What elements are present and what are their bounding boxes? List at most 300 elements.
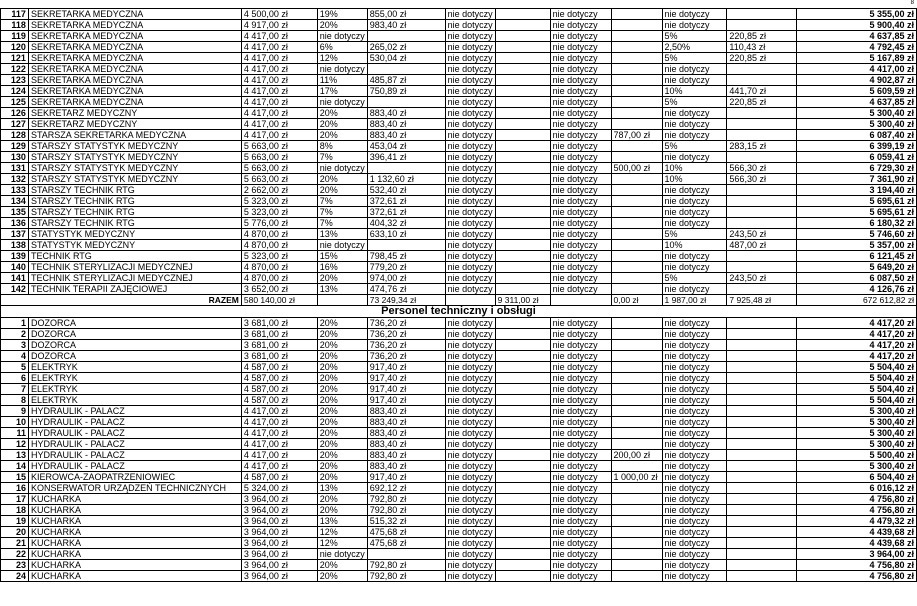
table-cell [611,461,662,472]
table-cell: nie dotyczy [445,86,495,97]
table-cell: nie dotyczy [662,494,727,505]
table-cell: 283,15 zł [727,141,797,152]
position-name: SEKRETARKA MEDYCZNA [28,97,241,108]
table-cell: nie dotyczy [445,483,495,494]
position-name: TECHNIK RTG [28,251,241,262]
table-cell: nie dotyczy [662,362,727,373]
row-total: 4 417,20 zł [797,318,917,329]
table-cell: nie dotyczy [550,185,611,196]
table-cell: nie dotyczy [550,362,611,373]
table-cell: nie dotyczy [662,527,727,538]
table-cell: 13% [317,483,367,494]
row-total: 5 300,40 zł [797,108,917,119]
table-cell [495,185,550,196]
table-cell [495,42,550,53]
table-cell [611,351,662,362]
table-cell [727,251,797,262]
row-total: 4 126,76 zł [797,284,917,295]
table-cell: 7% [317,218,367,229]
table-cell: nie dotyczy [445,538,495,549]
row-total: 5 695,61 zł [797,207,917,218]
table-cell: 4 417,00 zł [241,75,317,86]
table-cell: 917,40 zł [367,395,445,406]
table-cell: nie dotyczy [445,64,495,75]
row-total: 3 964,00 zł [797,549,917,560]
row-number: 134 [1,196,29,207]
table-row [1,229,917,240]
table-cell [367,31,445,42]
row-total: 5 355,00 zł [797,9,917,20]
table-cell [611,42,662,53]
table-row [1,53,917,64]
table-cell: nie dotyczy [550,340,611,351]
table-cell: 5% [662,229,727,240]
table-cell: nie dotyczy [445,406,495,417]
table-row [1,86,917,97]
position-name: DOZORCA [28,318,241,329]
table-row [1,461,917,472]
table-cell [495,406,550,417]
row-number: 125 [1,97,29,108]
table-cell: 917,40 zł [367,373,445,384]
table-cell: 3 652,00 zł [241,284,317,295]
table-cell [495,439,550,450]
row-total: 4 439,68 zł [797,527,917,538]
table-cell [611,86,662,97]
table-cell [495,152,550,163]
table-cell: nie dotyczy [445,42,495,53]
table-cell: 974,00 zł [367,273,445,284]
table-cell: nie dotyczy [445,108,495,119]
row-number: 23 [1,560,29,571]
table-cell: nie dotyczy [662,262,727,273]
table-cell [727,9,797,20]
table-row [1,97,917,108]
row-total: 7 361,90 zł [797,174,917,185]
table-cell: 20% [317,373,367,384]
table-cell: 4 417,00 zł [241,130,317,141]
row-total: 6 121,45 zł [797,251,917,262]
table-cell: 883,40 zł [367,108,445,119]
table-cell [611,20,662,31]
table-row [1,450,917,461]
table-cell: nie dotyczy [550,229,611,240]
position-name: SEKRETARKA MEDYCZNA [28,20,241,31]
table-cell: nie dotyczy [550,218,611,229]
row-number: 22 [1,549,29,560]
table-cell: 20% [317,185,367,196]
table-cell: nie dotyczy [662,483,727,494]
row-total: 5 300,40 zł [797,461,917,472]
table-cell [611,9,662,20]
row-total: 4 417,20 zł [797,329,917,340]
table-cell [611,262,662,273]
table-cell: 3 681,00 zł [241,340,317,351]
table-row [1,207,917,218]
table-cell: nie dotyczy [550,395,611,406]
table-cell: 4 587,00 zł [241,384,317,395]
table-cell: 6% [317,42,367,53]
section-technical-rows [1,318,917,582]
position-name: STATYSTYK MEDYCZNY [28,240,241,251]
row-number: 6 [1,373,29,384]
table-cell [611,64,662,75]
position-name: STARSZY STATYSTYK MEDYCZNY [28,141,241,152]
table-cell: nie dotyczy [445,9,495,20]
table-cell [367,64,445,75]
row-number: 14 [1,461,29,472]
table-cell: 692,12 zł [367,483,445,494]
section-medical-rows [1,9,917,295]
position-name: STARSZY TECHNIK RTG [28,218,241,229]
table-cell: nie dotyczy [317,549,367,560]
table-cell: nie dotyczy [662,428,727,439]
table-cell: 883,40 zł [367,417,445,428]
position-name: ELEKTRYK [28,395,241,406]
row-total: 4 756,80 zł [797,571,917,582]
table-cell: nie dotyczy [550,406,611,417]
table-cell: 4 870,00 zł [241,240,317,251]
table-cell: nie dotyczy [550,571,611,582]
table-cell: nie dotyczy [550,351,611,362]
section-header-row [1,306,917,318]
table-cell: 515,32 zł [367,516,445,527]
table-cell: nie dotyczy [550,174,611,185]
table-cell [495,340,550,351]
table-cell: nie dotyczy [662,417,727,428]
table-cell: 17% [317,86,367,97]
table-cell: 883,40 zł [367,406,445,417]
table-row [1,240,917,251]
table-cell: 4 417,00 zł [241,108,317,119]
position-name: SEKRETARKA MEDYCZNA [28,64,241,75]
table-cell: nie dotyczy [445,560,495,571]
table-cell: nie dotyczy [550,527,611,538]
table-cell: nie dotyczy [550,560,611,571]
table-cell [495,494,550,505]
table-cell [611,483,662,494]
table-cell: 12% [317,538,367,549]
razem-total: 672 612,82 zł [797,295,917,306]
row-number: 126 [1,108,29,119]
table-cell: 5% [662,53,727,64]
table-row [1,31,917,42]
table-cell: nie dotyczy [662,119,727,130]
table-cell: 500,00 zł [611,163,662,174]
table-cell [495,86,550,97]
table-row [1,141,917,152]
table-cell: nie dotyczy [550,483,611,494]
position-name: TECHNIK TERAPII ZAJĘCIOWEJ [28,284,241,295]
table-row [1,560,917,571]
table-cell: nie dotyczy [550,119,611,130]
table-cell [495,196,550,207]
table-cell [611,439,662,450]
table-row [1,549,917,560]
table-cell: nie dotyczy [662,549,727,560]
table-cell [495,560,550,571]
position-name: SEKRETARKA MEDYCZNA [28,9,241,20]
table-cell: 20% [317,130,367,141]
table-cell [727,549,797,560]
table-cell [495,527,550,538]
row-total: 5 300,40 zł [797,417,917,428]
row-number: 7 [1,384,29,395]
table-cell: 11% [317,75,367,86]
table-row [1,340,917,351]
table-cell [495,163,550,174]
table-cell: 4 870,00 zł [241,229,317,240]
table-cell [495,395,550,406]
table-cell: nie dotyczy [662,560,727,571]
row-number: 136 [1,218,29,229]
table-cell: nie dotyczy [445,75,495,86]
table-row [1,318,917,329]
position-name: KONSERWATOR URZĄDZEŃ TECHNICZNYCH [28,483,241,494]
table-cell: 20% [317,384,367,395]
table-cell: nie dotyczy [445,505,495,516]
table-cell: nie dotyczy [317,163,367,174]
table-cell: 792,80 zł [367,571,445,582]
position-name: KUCHARKA [28,505,241,516]
table-row [1,9,917,20]
table-cell: nie dotyczy [662,75,727,86]
table-cell: 983,40 zł [367,20,445,31]
table-cell [495,273,550,284]
table-cell: 4 500,00 zł [241,9,317,20]
table-cell: 736,20 zł [367,340,445,351]
table-cell [727,505,797,516]
table-cell: 2,50% [662,42,727,53]
table-cell [367,163,445,174]
table-cell: 3 681,00 zł [241,318,317,329]
table-row [1,218,917,229]
table-cell: 633,10 zł [367,229,445,240]
table-cell: nie dotyczy [550,207,611,218]
table-cell: nie dotyczy [550,284,611,295]
table-row [1,472,917,483]
table-cell: 4 417,00 zł [241,450,317,461]
table-cell: nie dotyczy [445,174,495,185]
table-cell [611,318,662,329]
table-cell: nie dotyczy [445,207,495,218]
table-cell [495,516,550,527]
table-cell: nie dotyczy [662,9,727,20]
row-number: 16 [1,483,29,494]
table-row [1,351,917,362]
table-cell [367,240,445,251]
row-total: 5 300,40 zł [797,406,917,417]
table-row [1,362,917,373]
table-cell [611,373,662,384]
table-cell: nie dotyczy [445,461,495,472]
table-row [1,395,917,406]
table-cell [495,483,550,494]
table-cell: 200,00 zł [611,450,662,461]
row-total: 5 504,40 zł [797,362,917,373]
row-total: 6 016,12 zł [797,483,917,494]
table-cell: nie dotyczy [662,516,727,527]
table-cell [727,351,797,362]
table-cell: 917,40 zł [367,472,445,483]
table-cell: 1 132,60 zł [367,174,445,185]
table-cell: nie dotyczy [550,42,611,53]
table-cell: 532,40 zł [367,185,445,196]
table-cell: nie dotyczy [445,340,495,351]
table-cell [495,461,550,472]
table-cell [727,75,797,86]
row-total: 4 637,85 zł [797,31,917,42]
table-cell: 5 663,00 zł [241,174,317,185]
table-cell [611,362,662,373]
table-cell: nie dotyczy [550,196,611,207]
table-cell: nie dotyczy [445,384,495,395]
row-number: 118 [1,20,29,31]
table-cell [367,549,445,560]
table-cell [495,571,550,582]
position-name: HYDRAULIK - PALACZ [28,428,241,439]
row-number: 21 [1,538,29,549]
table-cell: nie dotyczy [662,218,727,229]
table-row [1,20,917,31]
table-cell: nie dotyczy [662,461,727,472]
row-number: 142 [1,284,29,295]
table-cell [495,31,550,42]
table-cell: nie dotyczy [317,64,367,75]
row-number: 15 [1,472,29,483]
row-total: 5 300,40 zł [797,119,917,130]
table-cell: 12% [317,53,367,64]
row-total: 5 300,40 zł [797,428,917,439]
table-cell: 3 964,00 zł [241,549,317,560]
table-cell [727,527,797,538]
table-cell: 20% [317,351,367,362]
table-cell [611,97,662,108]
table-cell: 736,20 zł [367,351,445,362]
position-name: HYDRAULIK - PALACZ [28,417,241,428]
table-cell: 5 663,00 zł [241,163,317,174]
table-cell: 20% [317,273,367,284]
table-cell: 10% [662,174,727,185]
position-name: KUCHARKA [28,527,241,538]
table-cell: 220,85 zł [727,31,797,42]
table-cell: nie dotyczy [445,163,495,174]
row-total: 6 504,40 zł [797,472,917,483]
table-cell [727,373,797,384]
table-cell: nie dotyczy [662,108,727,119]
row-number: 124 [1,86,29,97]
table-cell: 20% [317,329,367,340]
table-cell: nie dotyczy [445,373,495,384]
table-cell [611,549,662,560]
table-cell [727,461,797,472]
table-cell: nie dotyczy [445,439,495,450]
table-cell [611,329,662,340]
table-cell [495,130,550,141]
table-row [1,483,917,494]
table-cell: nie dotyczy [445,97,495,108]
table-cell [495,538,550,549]
table-cell: 453,04 zł [367,141,445,152]
table-cell: 917,40 zł [367,362,445,373]
table-cell: 4 417,00 zł [241,406,317,417]
table-cell: nie dotyczy [317,97,367,108]
table-cell [495,549,550,560]
row-number: 13 [1,450,29,461]
position-name: KUCHARKA [28,538,241,549]
table-cell: nie dotyczy [662,373,727,384]
table-cell: nie dotyczy [445,53,495,64]
table-cell: 485,87 zł [367,75,445,86]
table-cell: nie dotyczy [550,439,611,450]
row-number: 121 [1,53,29,64]
position-name: TECHNIK STERYLIZACJI MEDYCZNEJ [28,262,241,273]
table-row [1,75,917,86]
row-number: 3 [1,340,29,351]
table-cell [611,505,662,516]
table-cell [495,362,550,373]
table-cell: 12% [317,527,367,538]
row-number: 8 [1,395,29,406]
table-cell: nie dotyczy [445,450,495,461]
table-cell: 10% [662,240,727,251]
table-cell: 5 663,00 zł [241,152,317,163]
table-cell [727,152,797,163]
row-total: 6 087,50 zł [797,273,917,284]
position-name: STATYSTYK MEDYCZNY [28,229,241,240]
table-cell: nie dotyczy [550,461,611,472]
table-cell [495,75,550,86]
table-cell [495,318,550,329]
table-cell [611,196,662,207]
table-cell: nie dotyczy [662,130,727,141]
row-total: 4 902,87 zł [797,75,917,86]
position-name: ELEKTRYK [28,373,241,384]
table-cell: 566,30 zł [727,174,797,185]
row-number: 10 [1,417,29,428]
position-name: SEKRETARKA MEDYCZNA [28,86,241,97]
table-cell: 441,70 zł [727,86,797,97]
position-name: HYDRAULIK - PALACZ [28,439,241,450]
table-row [1,373,917,384]
row-total: 4 417,20 zł [797,340,917,351]
table-cell: 5 323,00 zł [241,196,317,207]
table-cell: 7% [317,196,367,207]
table-cell: nie dotyczy [662,20,727,31]
row-total: 5 500,40 zł [797,450,917,461]
row-total: 5 167,89 zł [797,53,917,64]
row-total: 4 756,80 zł [797,494,917,505]
table-cell: nie dotyczy [550,86,611,97]
row-total: 4 792,45 zł [797,42,917,53]
position-name: STARSZY STATYSTYK MEDYCZNY [28,174,241,185]
table-cell [611,174,662,185]
table-cell: 3 964,00 zł [241,527,317,538]
table-cell: 20% [317,439,367,450]
razem-row [1,295,917,306]
table-cell: nie dotyczy [445,196,495,207]
table-cell: 4 587,00 zł [241,373,317,384]
table-cell: nie dotyczy [445,527,495,538]
table-cell: nie dotyczy [550,152,611,163]
table-cell: 5% [662,31,727,42]
table-cell: 2 662,00 zł [241,185,317,196]
table-cell: nie dotyczy [550,108,611,119]
table-cell [495,119,550,130]
table-cell [611,108,662,119]
table-cell: nie dotyczy [445,428,495,439]
table-cell: nie dotyczy [445,329,495,340]
